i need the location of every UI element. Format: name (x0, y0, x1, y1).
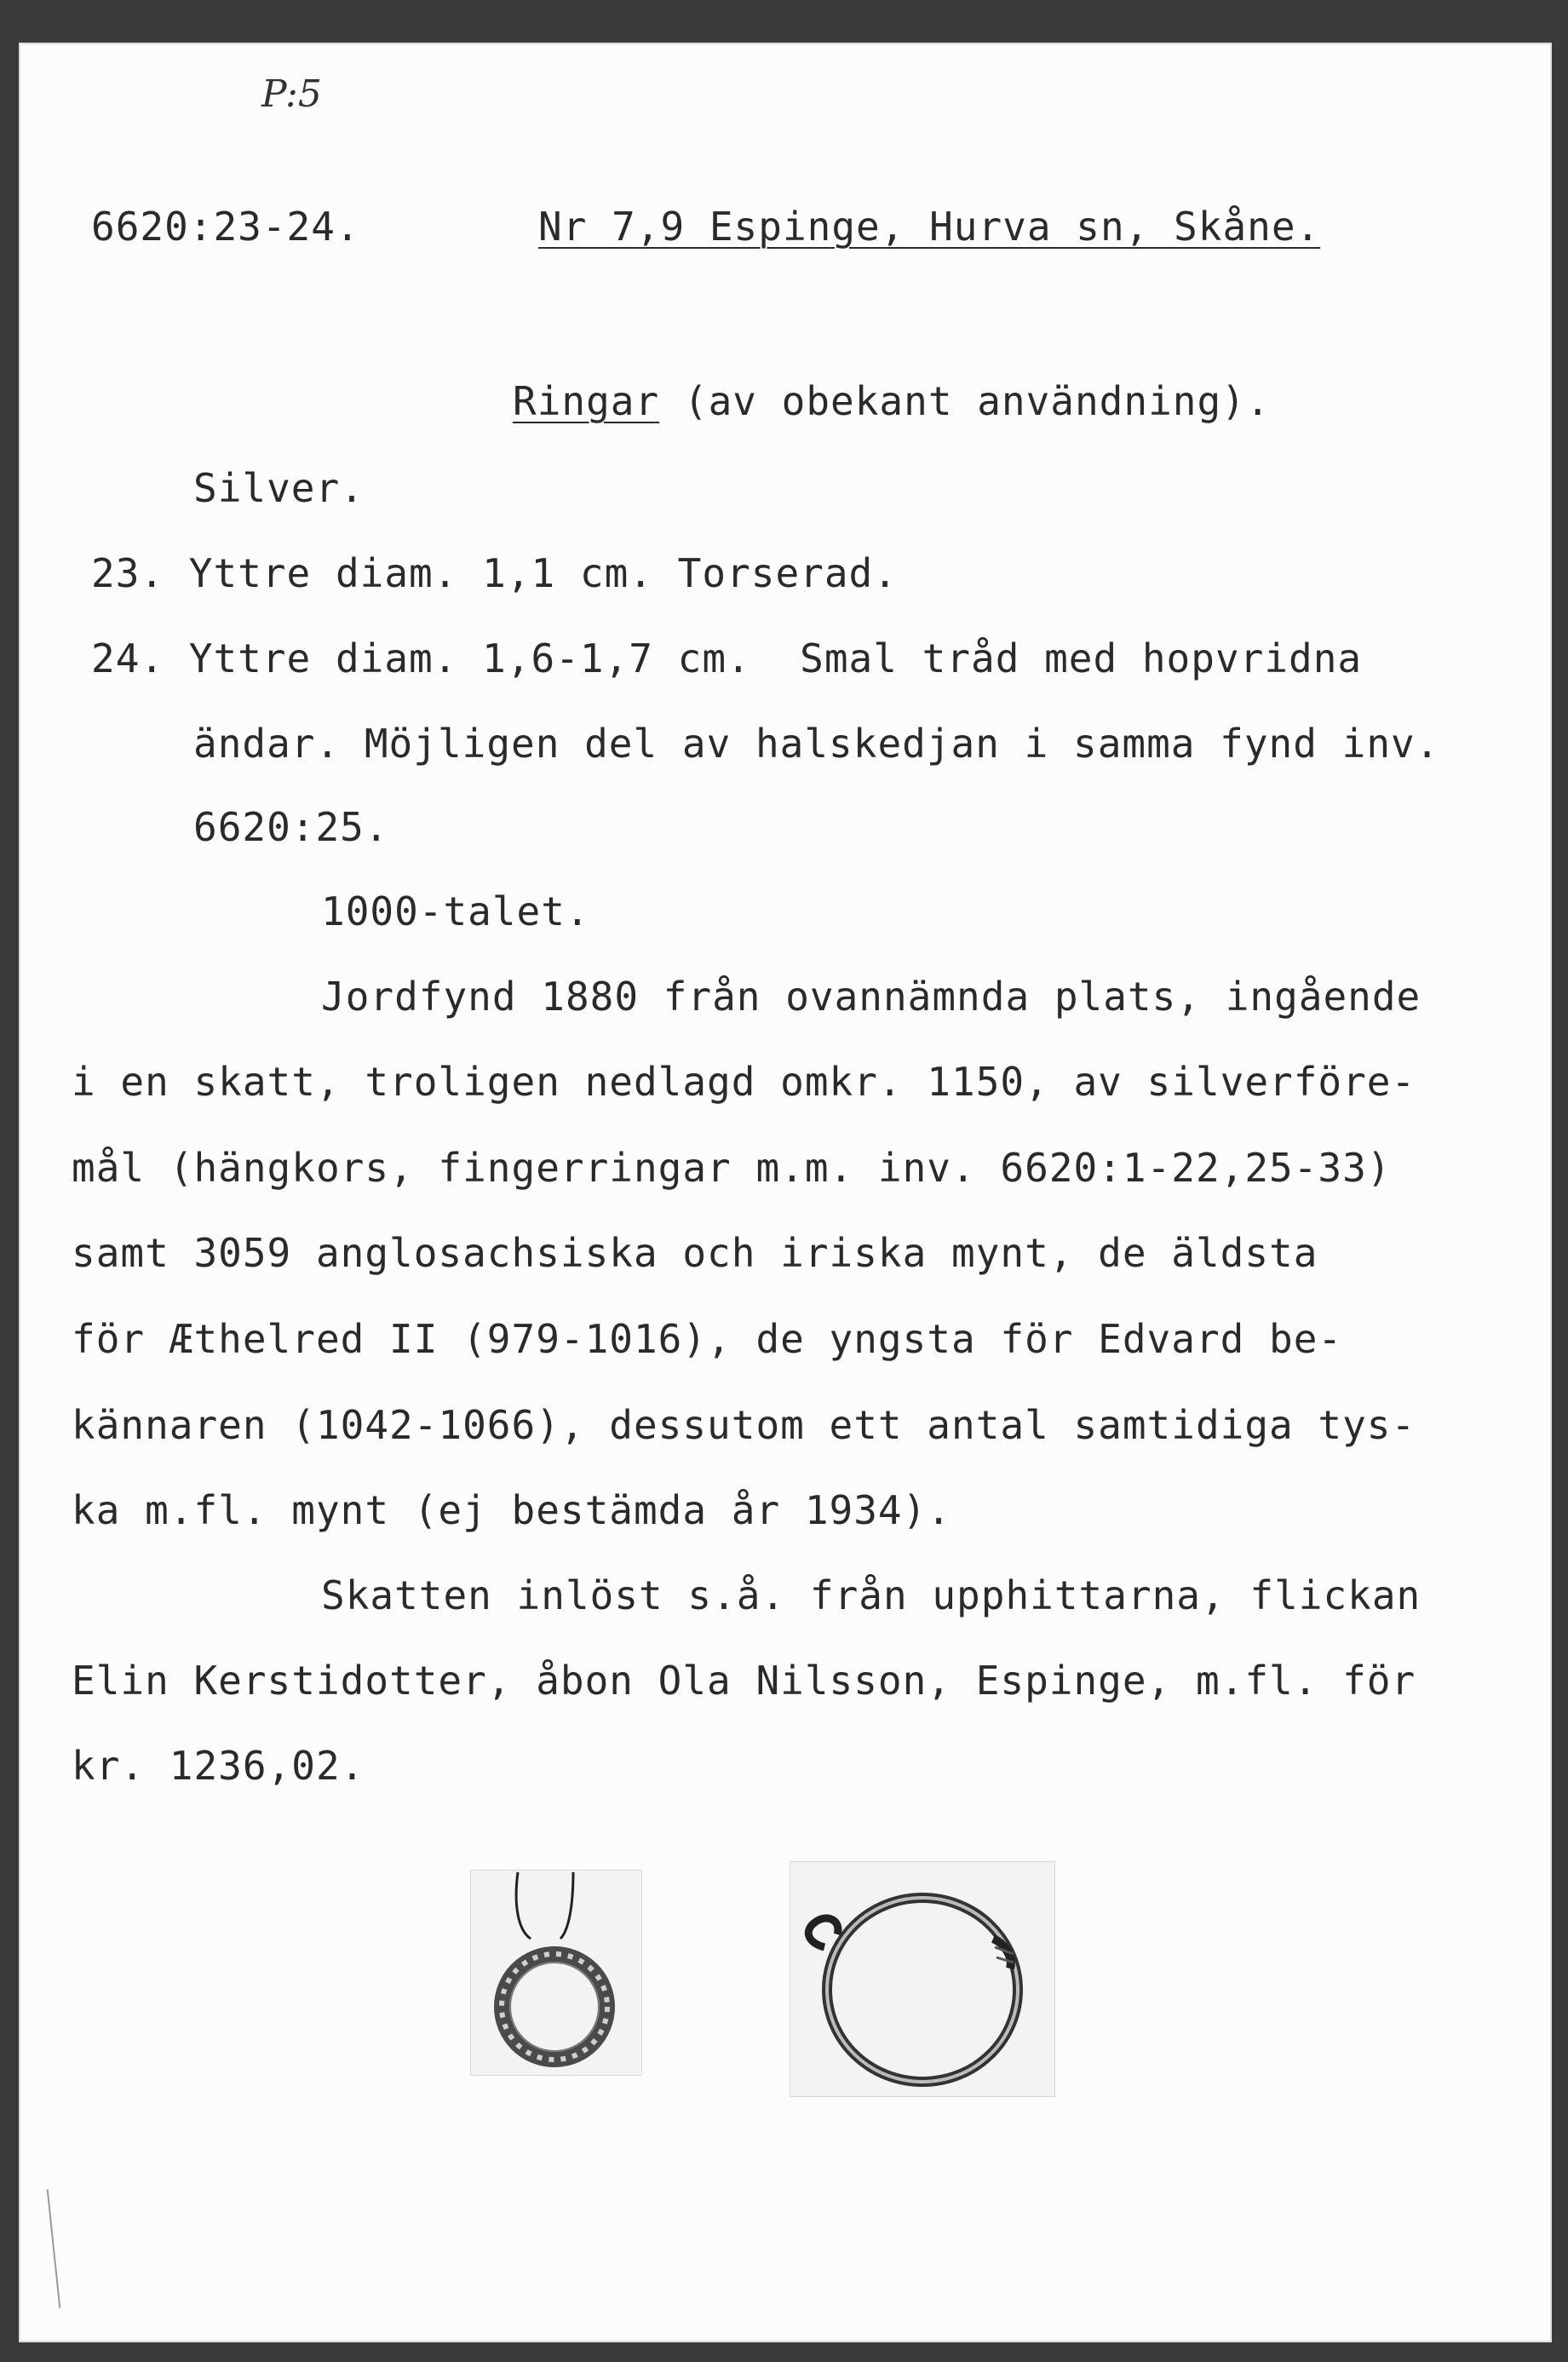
object-heading (513, 378, 1271, 424)
ring-photo-23 (470, 1870, 642, 2076)
text-line-5: 1000-talet. (321, 888, 590, 934)
object-word: Ringar (513, 378, 660, 424)
find-location: Nr 7,9 Espinge, Hurva sn, Skåne. (538, 204, 1321, 250)
ring-photo-24 (790, 1861, 1055, 2097)
catalog-card (19, 43, 1552, 2342)
text-line-2: 24. Yttre diam. 1,6-1,7 cm. Smal tråd med hopvridna (91, 635, 1363, 681)
text-line-7: i en skatt, troligen nedlagd omkr. 1150, av silverföre- (72, 1059, 1416, 1105)
text-line-11: kännaren (1042-1066), dessutom ett antal samtidiga tys- (72, 1402, 1416, 1448)
text-line-1: 23. Yttre diam. 1,1 cm. Torserad. (91, 550, 898, 596)
text-line-6: Jordfynd 1880 från ovannämnda plats, ingående (321, 974, 1422, 1020)
text-line-3: ändar. Möjligen del av halskedjan i samma fynd inv. (193, 721, 1440, 767)
corner-note: P:5 (261, 72, 322, 116)
paper-scratch (47, 2189, 61, 2307)
text-line-10: för Æthelred II (979-1016), de yngsta för Edvard be- (72, 1316, 1343, 1362)
text-line-15: kr. 1236,02. (72, 1743, 365, 1789)
twisted-ring-image (471, 1871, 641, 2075)
text-line-8: mål (hängkors, fingerringar m.m. inv. 6620:1-22,25-33) (72, 1145, 1392, 1191)
material: Silver. (193, 465, 365, 511)
text-line-4: 6620:25. (193, 804, 389, 850)
text-line-14: Elin Kerstidotter, åbon Ola Nilsson, Espinge, m.fl. för (72, 1658, 1416, 1704)
text-line-9: samt 3059 anglosachsiska och iriska mynt, de äldsta (72, 1230, 1318, 1276)
object-rest: (av obekant användning). (683, 378, 1271, 424)
wire-ring-image (790, 1862, 1054, 2096)
text-line-13: Skatten inlöst s.å. från upphittarna, flickan (321, 1572, 1422, 1618)
text-line-12: ka m.fl. mynt (ej bestämda år 1934). (72, 1487, 951, 1533)
inventory-number: 6620:23-24. (91, 204, 360, 250)
